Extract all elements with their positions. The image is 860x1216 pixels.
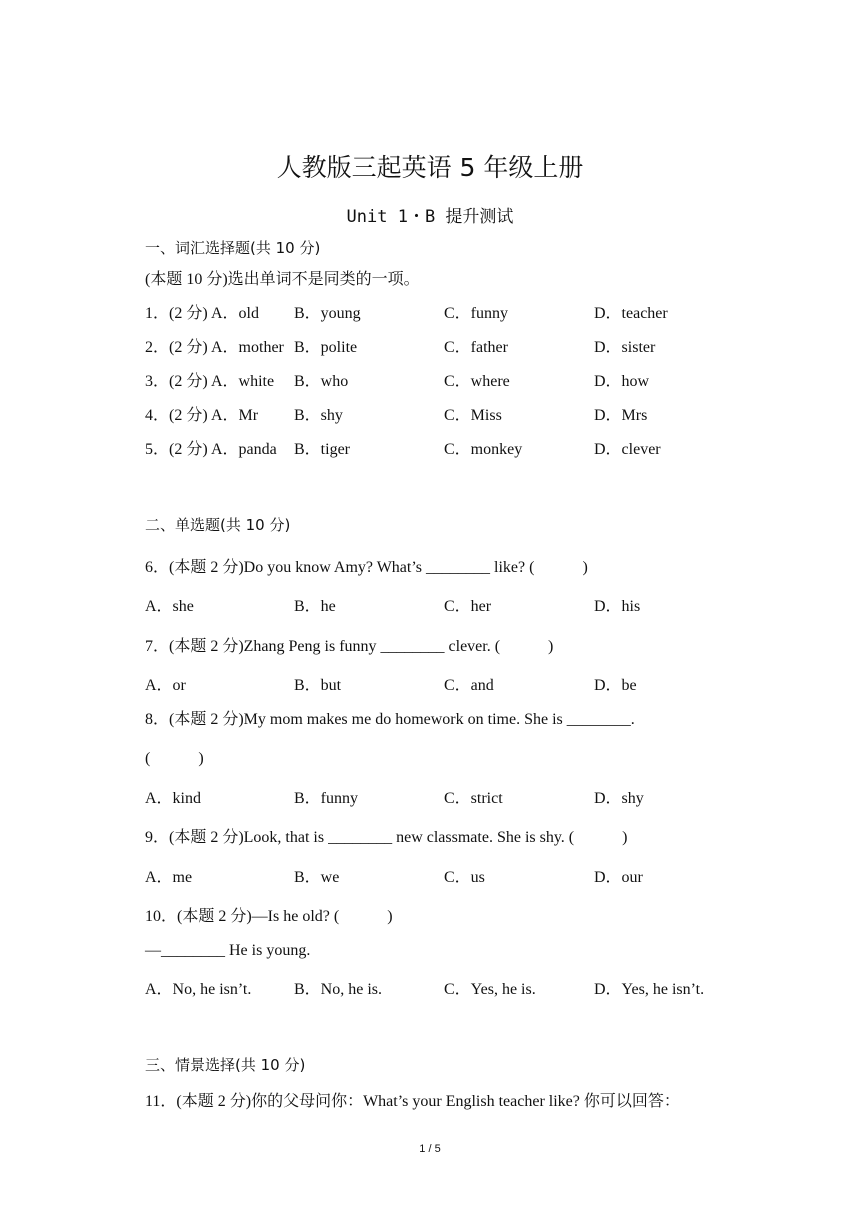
question-number: 1．(2 分) bbox=[145, 305, 208, 322]
option-c: C．Miss bbox=[444, 407, 502, 424]
option-c: C．funny bbox=[444, 305, 509, 322]
question-stem: 11．(本题 2 分)你的父母问你：What’s your English teacher like? 你可以回答： bbox=[145, 1093, 680, 1110]
option-d: D．Yes, he isn’t. bbox=[594, 981, 705, 998]
document-subtitle: Unit 1・B 提升测试 bbox=[346, 207, 514, 227]
option-a: A．she bbox=[145, 598, 194, 615]
option-c: C．strict bbox=[444, 790, 503, 807]
option-a: A．old bbox=[211, 305, 260, 322]
option-a: A．kind bbox=[145, 790, 202, 807]
option-c: C．father bbox=[444, 339, 508, 356]
option-d: D．shy bbox=[594, 790, 644, 807]
option-d: D．be bbox=[594, 677, 637, 694]
option-a: A．mother bbox=[211, 339, 284, 356]
option-c: C．where bbox=[444, 373, 510, 390]
section-1-instruction: (本题 10 分)选出单词不是同类的一项。 bbox=[145, 271, 420, 288]
question-number: 3．(2 分) bbox=[145, 373, 208, 390]
option-d: D．his bbox=[594, 598, 641, 615]
section-3-heading: 三、情景选择(共 10 分) bbox=[145, 1056, 306, 1074]
option-a: A．me bbox=[145, 869, 193, 886]
option-d: D．our bbox=[594, 869, 643, 886]
question-number: 4．(2 分) bbox=[145, 407, 208, 424]
question-stem: 10．(本题 2 分)—Is he old? ( ) bbox=[145, 908, 393, 925]
option-b: B．tiger bbox=[294, 441, 350, 458]
option-c: C．monkey bbox=[444, 441, 523, 458]
question-number: 5．(2 分) bbox=[145, 441, 208, 458]
option-c: C．us bbox=[444, 869, 485, 886]
option-b: B．young bbox=[294, 305, 361, 322]
question-stem: 9．(本题 2 分)Look, that is ________ new classmate. She is shy. ( ) bbox=[145, 829, 628, 846]
section-1-heading: 一、词汇选择题(共 10 分) bbox=[145, 239, 321, 257]
question-stem: 6．(本题 2 分)Do you know Amy? What’s ________ like? ( ) bbox=[145, 559, 588, 576]
option-a: A．white bbox=[211, 373, 275, 390]
option-b: B．but bbox=[294, 677, 342, 694]
question-number: 2．(2 分) bbox=[145, 339, 208, 356]
question-stem-continued: ( ) bbox=[145, 750, 204, 767]
option-a: A．panda bbox=[211, 441, 277, 458]
section-2-heading: 二、单选题(共 10 分) bbox=[145, 516, 291, 534]
option-b: B．No, he is. bbox=[294, 981, 383, 998]
option-d: D．teacher bbox=[594, 305, 668, 322]
option-c: C．Yes, he is. bbox=[444, 981, 536, 998]
document-title: 人教版三起英语 5 年级上册 bbox=[276, 153, 584, 182]
option-b: B．he bbox=[294, 598, 336, 615]
option-b: B．who bbox=[294, 373, 349, 390]
page-number: 1 / 5 bbox=[419, 1143, 441, 1155]
option-c: C．her bbox=[444, 598, 492, 615]
question-stem: 8．(本题 2 分)My mom makes me do homework on time. She is ________. bbox=[145, 711, 635, 728]
option-b: B．funny bbox=[294, 790, 359, 807]
option-b: B．we bbox=[294, 869, 340, 886]
option-d: D．sister bbox=[594, 339, 656, 356]
option-c: C．and bbox=[444, 677, 494, 694]
option-a: A．Mr bbox=[211, 407, 259, 424]
question-stem-continued: —________ He is young. bbox=[145, 942, 311, 959]
option-d: D．how bbox=[594, 373, 650, 390]
option-d: D．clever bbox=[594, 441, 661, 458]
option-d: D．Mrs bbox=[594, 407, 648, 424]
option-b: B．shy bbox=[294, 407, 343, 424]
question-stem: 7．(本题 2 分)Zhang Peng is funny ________ clever. ( ) bbox=[145, 638, 554, 655]
option-a: A．No, he isn’t. bbox=[145, 981, 252, 998]
option-b: B．polite bbox=[294, 339, 358, 356]
option-a: A．or bbox=[145, 677, 186, 694]
